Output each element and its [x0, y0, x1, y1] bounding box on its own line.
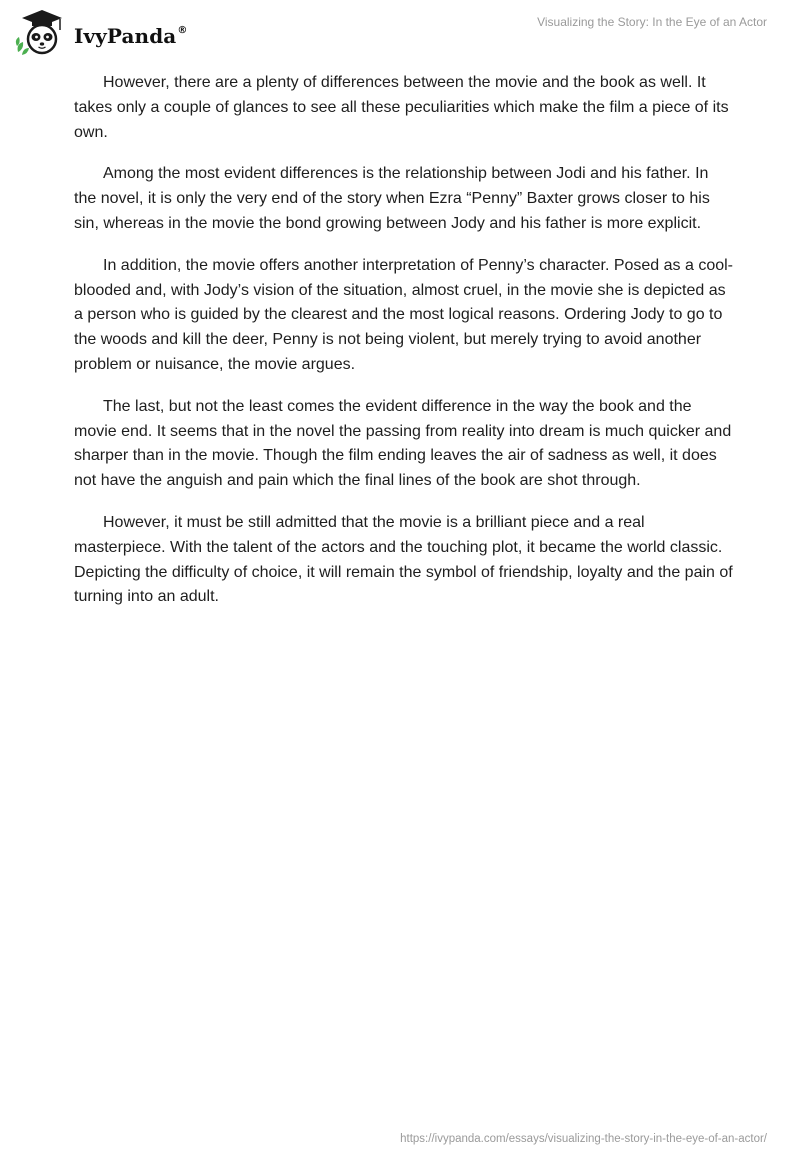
brand-name-text: IvyPanda — [74, 24, 177, 48]
essay-body — [74, 71, 734, 627]
panda-graduate-icon — [14, 8, 70, 58]
running-title: Visualizing the Story: In the Eye of an Actor — [537, 15, 767, 29]
paragraph: Among the most evident differences is the relationship between Jodi and his father. In the novel, it is only the very end of the story when Ezra “Penny” Baxter grows closer to his sin, whereas in the movie the bond growing between Jody and his father is more explicit. — [74, 165, 710, 232]
brand-name — [74, 24, 187, 48]
source-url-link[interactable]: https://ivypanda.com/essays/visualizing-the-story-in-the-eye-of-an-actor/ — [400, 1133, 767, 1145]
registered-mark: ® — [177, 25, 188, 37]
paragraph: However, it must be still admitted that the movie is a brilliant piece and a real masterpiece. With the talent of the actors and the touching plot, it became the world classic. Depicting the difficulty of choice, it will remain the symbol of friendship, loyalty and the pain of turning into an adult. — [74, 513, 733, 606]
paragraph: The last, but not the least comes the evident difference in the way the book and the movie end. It seems that in the novel the passing from reality into dream is much quicker and sharper than in the movie. Though the film ending leaves the air of sadness as well, it does not have the anguish and pain which the final lines of the book are shot through. — [74, 397, 732, 490]
ivypanda-logo[interactable] — [14, 8, 187, 58]
page-header — [0, 0, 800, 60]
paragraph: In addition, the movie offers another interpretation of Penny’s character. Posed as a cool-blooded and, with Jody’s vision of the situation, almost cruel, in the movie she is depicted as a person who is guided by the clearest and the most logical reasons. Ordering Jody to go to the woods and kill the deer, Penny is not being violent, but merely trying to avoid another problem or nuisance, the movie argues. — [74, 256, 734, 373]
paragraph: However, there are a plenty of differences between the movie and the book as well. It takes only a couple of glances to see all these peculiarities which make the film a piece of its own. — [74, 74, 729, 141]
